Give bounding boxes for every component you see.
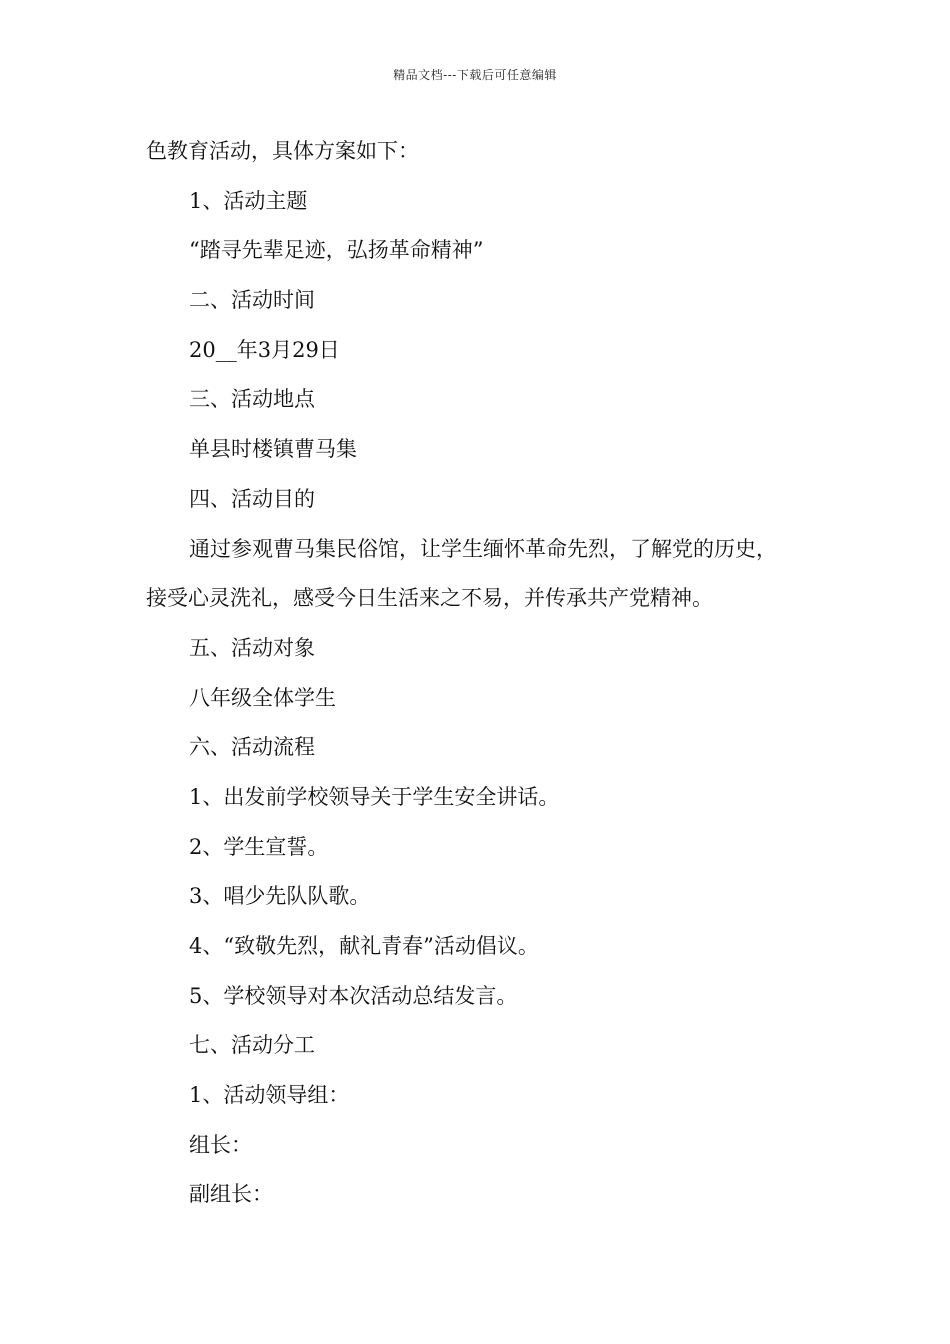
item-theme-heading: 1、活动主题 xyxy=(189,188,308,213)
section-time-heading: 二、活动时间 xyxy=(189,288,315,313)
section-purpose-heading: 四、活动目的 xyxy=(189,486,315,511)
paragraph-continuation: 色教育活动，具体方案如下： xyxy=(146,139,419,163)
theme-text: “踏寻先辈足迹，弘扬革命精神” xyxy=(189,238,484,263)
division-item-1: 1、活动领导组： xyxy=(189,1083,350,1108)
process-step-5: 5、学校领导对本次活动总结发言。 xyxy=(189,983,518,1008)
process-step-2: 2、学生宣誓。 xyxy=(189,834,329,859)
section-audience-heading: 五、活动对象 xyxy=(189,635,315,660)
section-location-heading: 三、活动地点 xyxy=(189,387,315,412)
document-body xyxy=(146,136,836,1229)
purpose-text-line-1: 通过参观曹马集民俗馆，让学生缅怀革命先烈，了解党的历史， xyxy=(189,536,777,561)
deputy-leader-label: 副组长： xyxy=(189,1182,273,1207)
audience-text: 八年级全体学生 xyxy=(189,685,336,710)
section-division-heading: 七、活动分工 xyxy=(189,1033,315,1058)
page-header: 精品文档---下载后可任意编辑 xyxy=(393,68,557,82)
time-text: 20__年3月29日 xyxy=(189,337,340,362)
section-process-heading: 六、活动流程 xyxy=(189,735,315,760)
process-step-4: 4、“致敬先烈，献礼青春”活动倡议。 xyxy=(189,934,539,958)
process-step-3: 3、唱少先队队歌。 xyxy=(189,884,371,909)
process-step-1: 1、出发前学校领导关于学生安全讲话。 xyxy=(189,784,560,809)
purpose-text-line-2: 接受心灵洗礼，感受今日生活来之不易，并传承共产党精神。 xyxy=(146,586,713,611)
location-text: 单县时楼镇曹马集 xyxy=(189,437,357,462)
group-leader-label: 组长： xyxy=(189,1132,252,1157)
